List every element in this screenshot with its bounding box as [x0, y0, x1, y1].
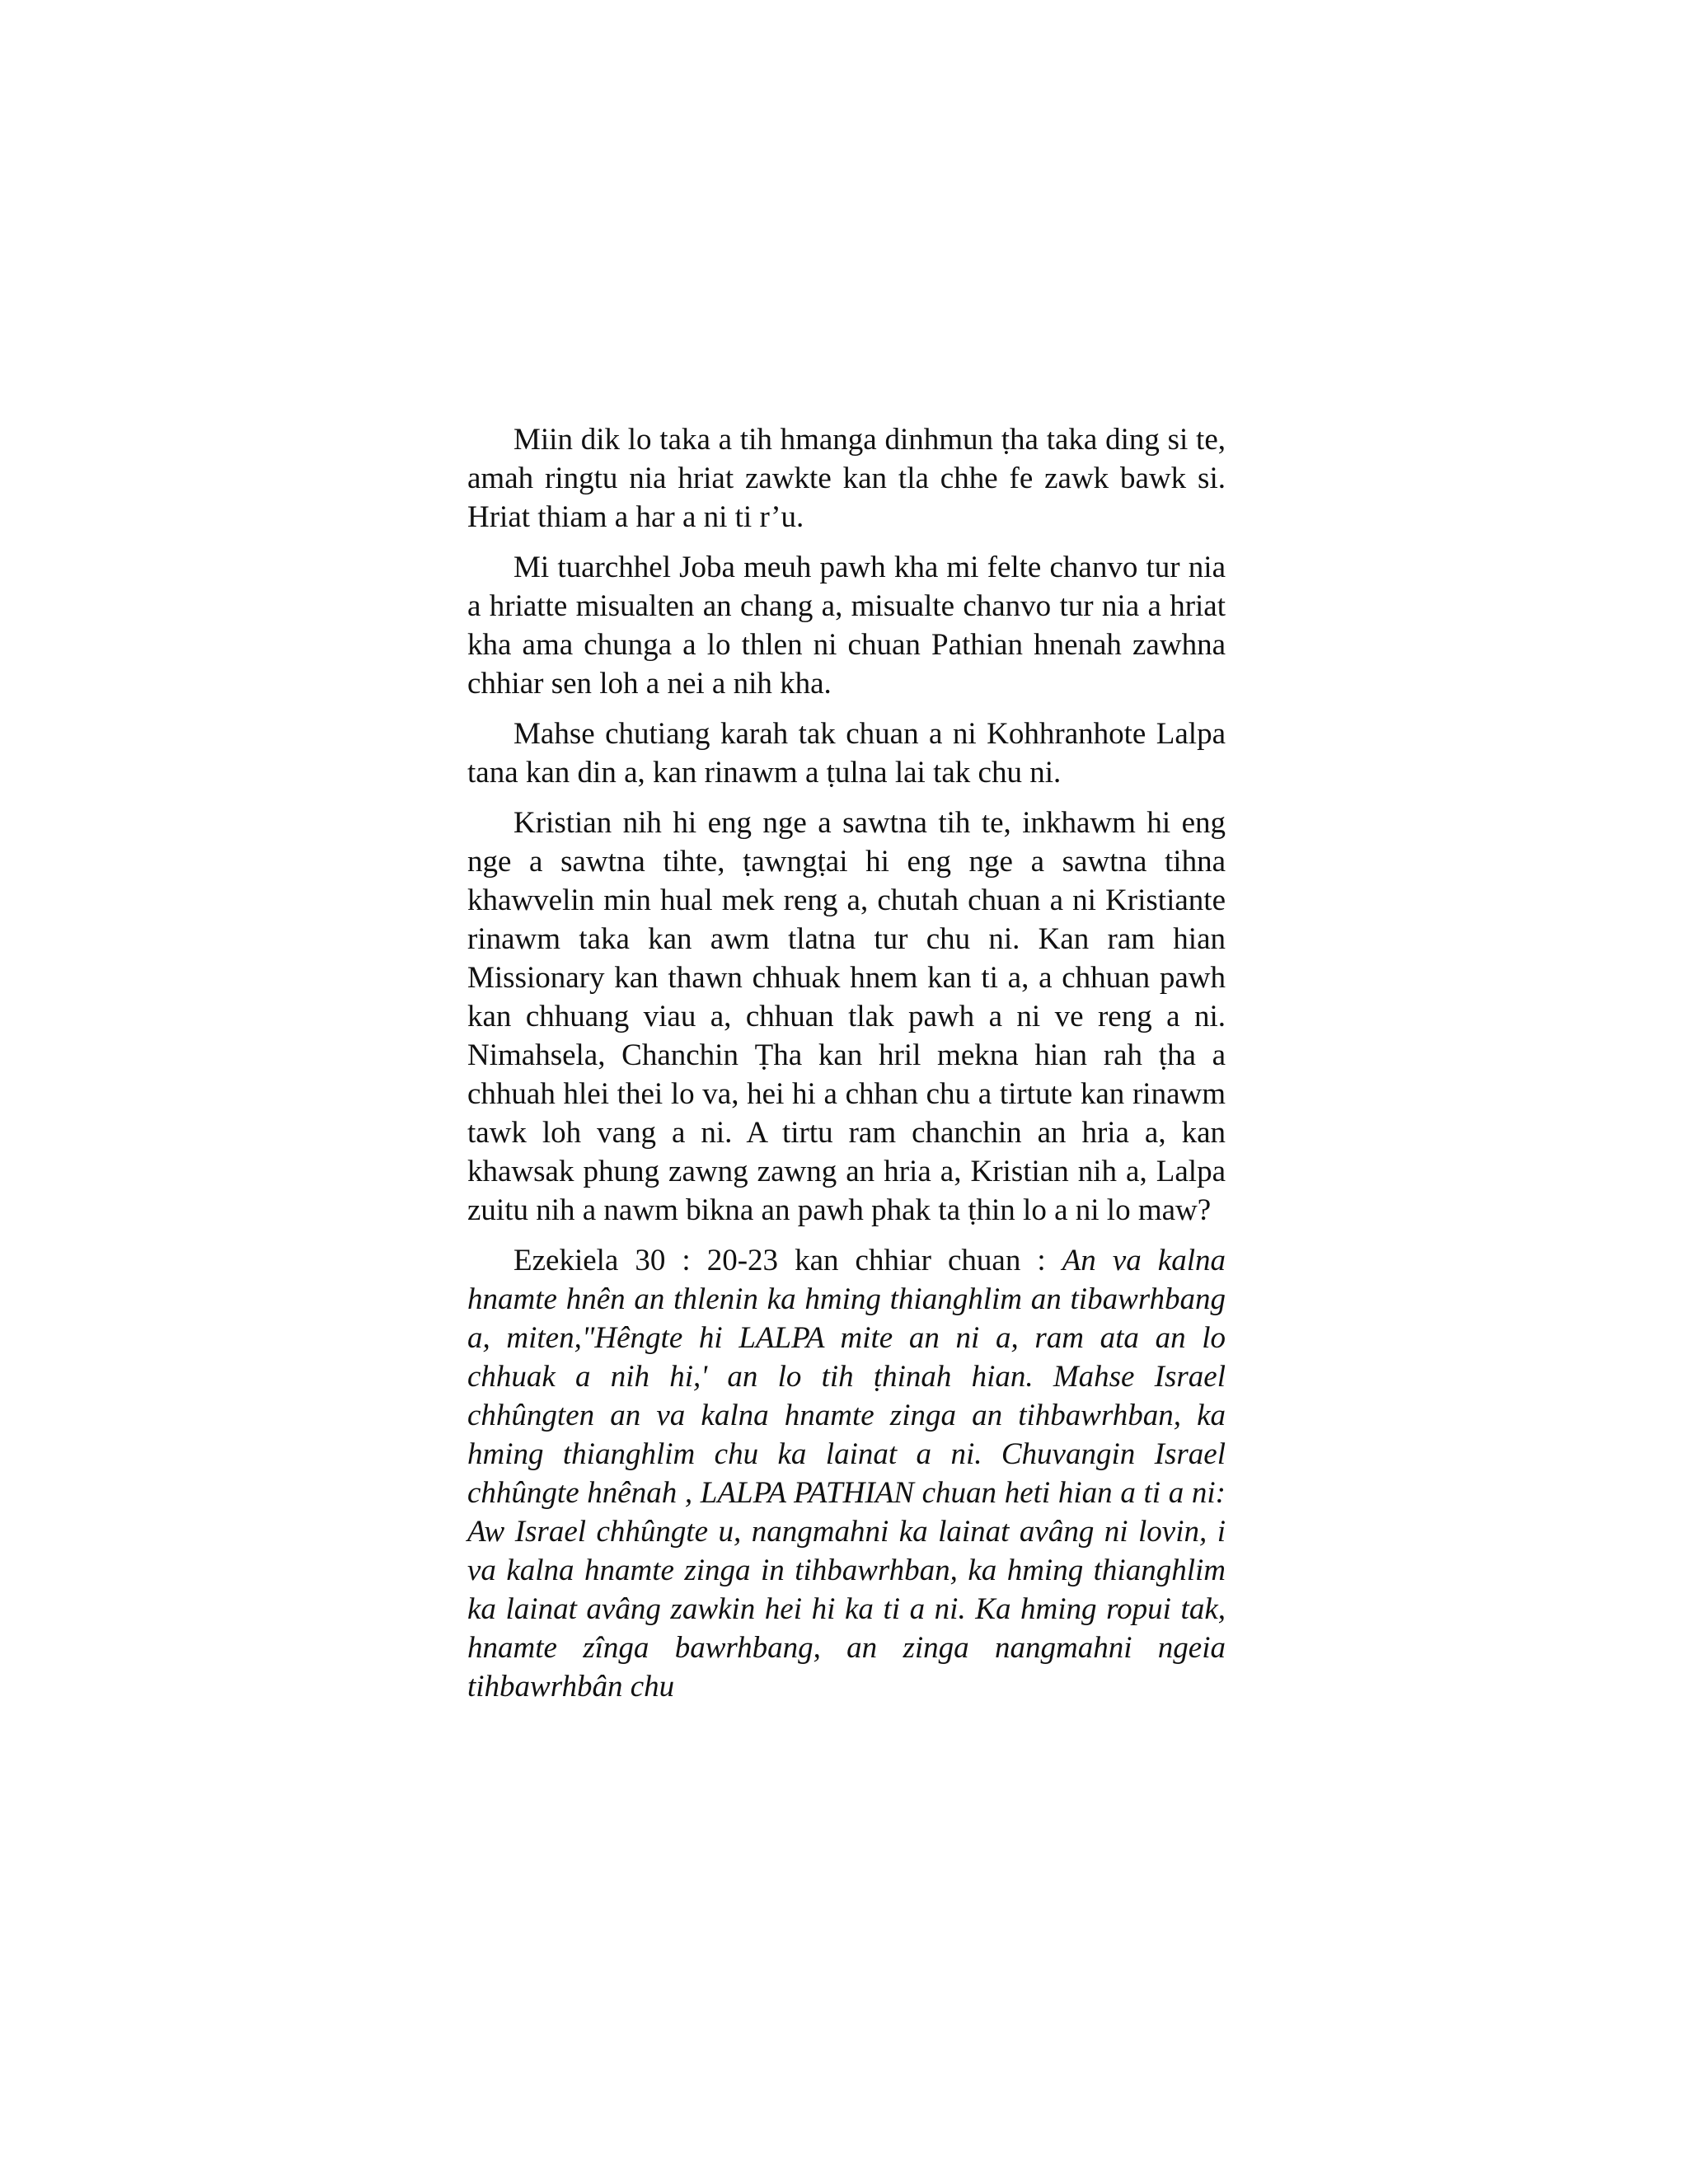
page-text-block — [467, 420, 1226, 1718]
ezekiel-reference-lead: Ezekiela 30 : 20-23 kan chhiar chuan : — [513, 1244, 1062, 1277]
paragraph-2: Mi tuarchhel Joba meuh pawh kha mi felte chanvo tur nia a hriatte misualten an chang a, misualte chanvo tur nia a hriat kha ama chunga a lo thlen ni chuan Pathian hnenah zawhna chhiar sen loh a nei a nih kha. — [467, 551, 1226, 701]
paragraph-1: Miin dik lo taka a tih hmanga dinhmun ṭha taka ding si te, amah ringtu nia hriat zawkte kan tla chhe fe zawk bawk si. Hriat thiam a har a ni ti r’u. — [467, 423, 1226, 534]
paragraph-ezekiel — [467, 1241, 1226, 1706]
paragraph-3: Mahse chutiang karah tak chuan a ni Kohhranhote Lalpa tana kan din a, kan rinawm a ṭulna lai tak chu ni. — [467, 717, 1226, 790]
paragraph-4: Kristian nih hi eng nge a sawtna tih te, inkhawm hi eng nge a sawtna tihte, ṭawngṭai hi eng nge a sawtna tihna khawvelin min hual mek reng a, chutah chuan a ni Kristiante rinawm taka kan awm tlatna tur chu ni. Kan ram hian Missionary kan thawn chhuak hnem kan ti a, a chhuan pawh kan chhuang viau a, chhuan tlak pawh a ni ve reng a ni. Nimahsela, Chanchin Ṭha kan hril mekna hian rah ṭha a chhuah hlei thei lo va, hei hi a chhan chu a tirtute kan rinawm tawk loh vang a ni. A tirtu ram chanchin an hria a, kan khawsak phung zawng zawng an hria a, Kristian nih a, Lalpa zuitu nih a nawm bikna an pawh phak ta ṭhin lo a ni lo maw? — [467, 806, 1226, 1227]
ezekiel-quote: An va kalna hnamte hnên an thlenin ka hming thianghlim an tibawrhbang a, miten,"Hêngte hi LALPA mite an ni a, ram ata an lo chhuak a nih hi,' an lo tih ṭhinah hian. Mahse Israel chhûngten an va kalna hnamte zinga an tihbawrhban, ka hming thianghlim chu ka lainat a ni. Chuvangin Israel chhûngte hnênah , LALPA PATHIAN chuan heti hian a ti a ni: Aw Israel chhûngte u, nangmahni ka lainat avâng ni lovin, i va kalna hnamte zinga in tihbawrhban, ka hming thianghlim ka lainat avâng zawkin hei hi ka ti a ni. Ka hming ropui tak, hnamte zînga bawrhbang, an zinga nangmahni ngeia tihbawrhbân chu — [467, 1244, 1226, 1704]
